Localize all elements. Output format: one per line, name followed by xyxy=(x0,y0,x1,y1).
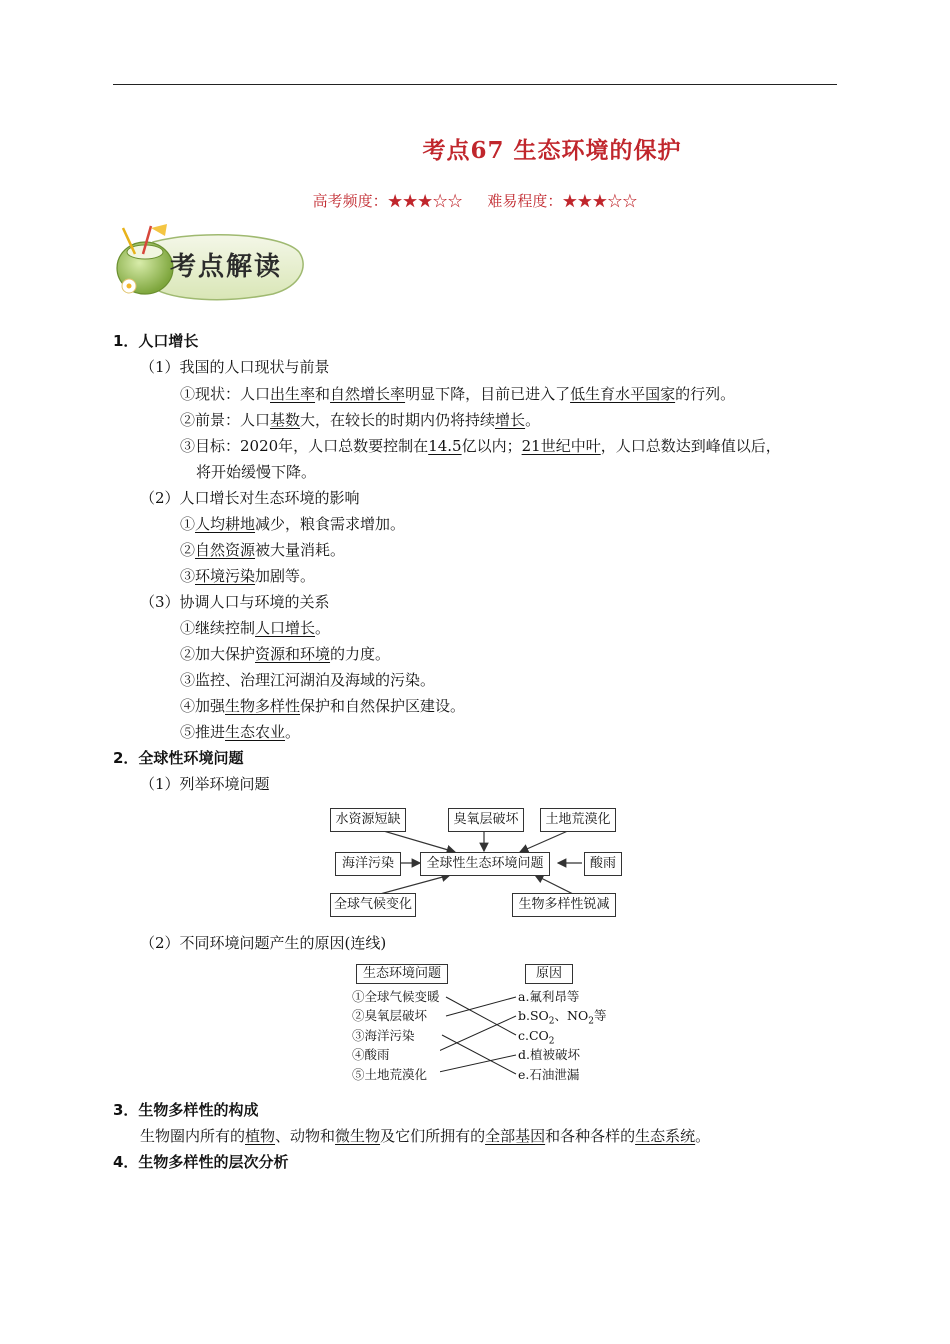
box-global-problem: 全球性生态环境问题 xyxy=(420,852,550,876)
text-line: ①现状：人口出生率和自然增长率明显下降，目前已进入了低生育水平国家的行列。 xyxy=(180,385,736,403)
matching-lines xyxy=(440,985,522,1085)
text-line: 生物圈内所有的植物、动物和微生物及它们所拥有的全部基因和各种各样的生态系统。 xyxy=(140,1127,711,1145)
left-item: ①全球气候变暖 xyxy=(352,989,440,1004)
badge-label: 考点解读 xyxy=(170,252,283,282)
section-2-heading: 2．全球性环境问题 xyxy=(113,749,244,767)
rating-line xyxy=(0,190,950,211)
box-desertification: 土地荒漠化 xyxy=(540,808,616,832)
text-line: ③环境污染加剧等。 xyxy=(180,567,316,585)
sub-heading-1-1: （1）我国的人口现状与前景 xyxy=(140,358,330,376)
right-item: $b.SO_2$、$NO_2$等 xyxy=(518,1008,607,1027)
exam-frequency: 高考频度：★★★☆☆ xyxy=(312,192,463,210)
box-ocean-pollution: 海洋污染 xyxy=(335,852,401,876)
text-line: ③监控、治理江河湖泊及海域的污染。 xyxy=(180,671,436,689)
col-header-causes: 原因 xyxy=(525,964,573,984)
section-4-heading: 4．生物多样性的层次分析 xyxy=(113,1153,289,1171)
sub-heading-2-1: （1）列举环境问题 xyxy=(140,775,270,793)
left-item: ④酸雨 xyxy=(352,1047,390,1062)
section-1-heading: 1．人口增长 xyxy=(113,332,199,350)
sub-heading-1-3: （3）协调人口与环境的关系 xyxy=(140,593,330,611)
text-line: ②自然资源被大量消耗。 xyxy=(180,541,346,559)
header-rule xyxy=(113,84,837,85)
text-line: ⑤推进生态农业。 xyxy=(180,723,301,741)
col-header-problems: 生态环境问题 xyxy=(356,964,448,984)
box-climate-change: 全球气候变化 xyxy=(330,893,416,917)
right-item: e.石油泄漏 xyxy=(518,1067,580,1082)
sub-heading-2-2: （2）不同环境问题产生的原因(连线) xyxy=(140,934,387,952)
text-line: ③目标：2020年，人口总数要控制在14.5亿以内；21世纪中叶，人口总数达到峰值以后， xyxy=(180,437,781,455)
text-line: 将开始缓慢下降。 xyxy=(196,463,317,481)
box-ozone-depletion: 臭氧层破坏 xyxy=(448,808,524,832)
right-item: $c.CO_2$ xyxy=(518,1028,555,1047)
left-item: ⑤土地荒漠化 xyxy=(352,1067,428,1082)
text-line: ①继续控制人口增长。 xyxy=(180,619,331,637)
difficulty-level: 难易程度：★★★☆☆ xyxy=(487,192,638,210)
box-biodiversity-loss: 生物多样性锐减 xyxy=(512,893,616,917)
box-water-shortage: 水资源短缺 xyxy=(330,808,406,832)
left-item: ③海洋污染 xyxy=(352,1028,415,1043)
box-acid-rain: 酸雨 xyxy=(584,852,622,876)
left-item: ②臭氧层破坏 xyxy=(352,1008,428,1023)
text-line: ①人均耕地减少，粮食需求增加。 xyxy=(180,515,406,533)
right-item: d.植被破坏 xyxy=(518,1047,580,1062)
text-line: ②加大保护资源和环境的力度。 xyxy=(180,645,391,663)
text-line: ②前景：人口基数大，在较长的时期内仍将持续增长。 xyxy=(180,411,541,429)
right-item: a.氟利昂等 xyxy=(518,989,580,1004)
text-line: ④加强生物多样性保护和自然保护区建设。 xyxy=(180,697,466,715)
section-3-heading: 3．生物多样性的构成 xyxy=(113,1101,259,1119)
page-title: 考点67 生态环境的保护 xyxy=(422,137,682,164)
sub-heading-1-2: （2）人口增长对生态环境的影响 xyxy=(140,489,360,507)
